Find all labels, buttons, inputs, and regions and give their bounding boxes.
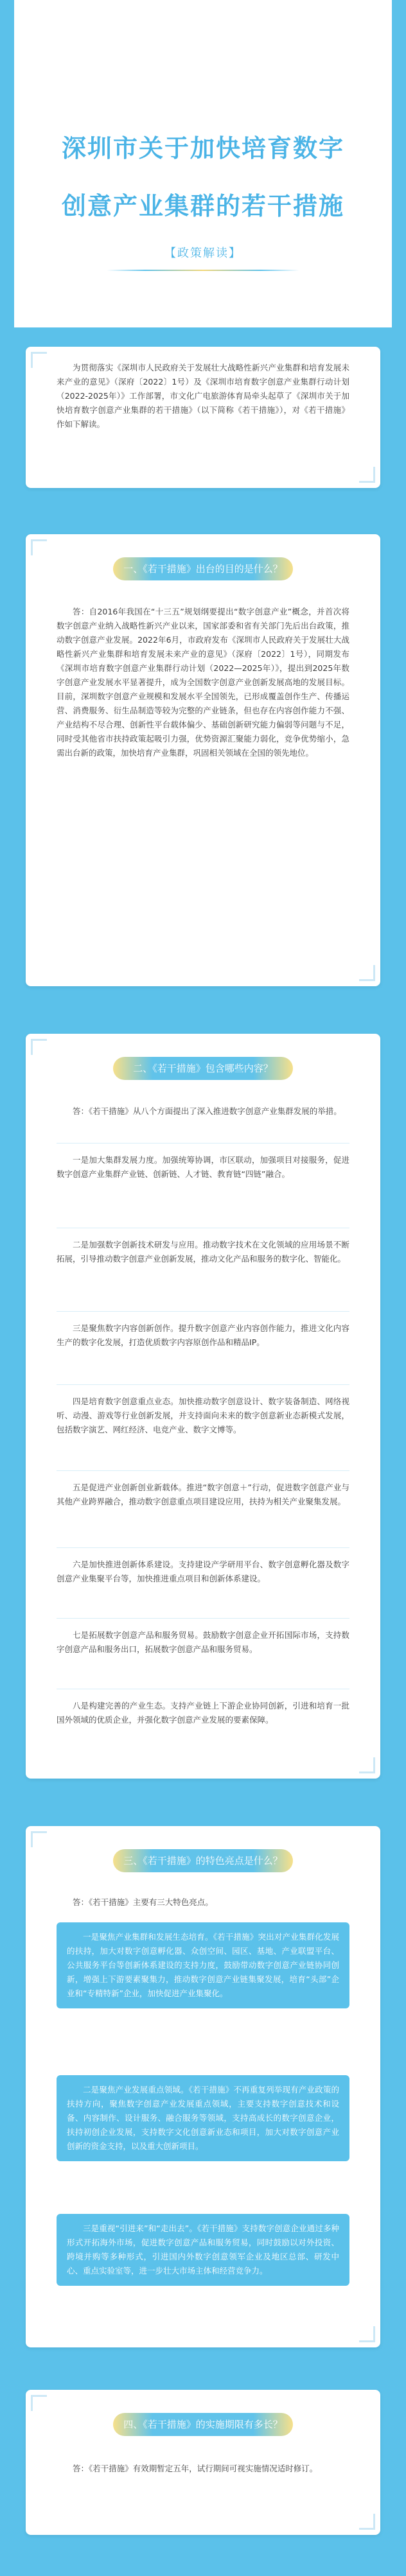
intro-card	[26, 347, 380, 488]
section-3-heading: 三、《若干措施》的特色亮点是什么？	[113, 1849, 293, 1872]
page-subtitle: 【政策解读】	[164, 247, 242, 260]
section-4-answer: 答：《若干措施》有效期暂定五年，试行期间可视实施情况适时修订。	[73, 2464, 318, 2473]
intro-text: 为贯彻落实《深圳市人民政府关于发展壮大战略性新兴产业集群和培育发展未来产业的意见》（深府〔2022〕1号）及《深圳市培育数字创意产业集群行动计划（2022-2025年）》工作部署，市文化广电旅游体育局牵头起草了《深圳市关于加快培育数字创意产业集群的若干措施》（以下简称《若干措施》），对《若干措施》作如下解读。	[57, 363, 349, 429]
section-1-card	[26, 534, 380, 986]
corner-decoration	[359, 1757, 375, 1773]
highlight-tile	[57, 2214, 349, 2286]
highlight-tile	[57, 2075, 349, 2161]
divider	[57, 1618, 349, 1619]
section-4-card	[26, 2390, 380, 2535]
corner-decoration	[359, 467, 375, 483]
section-1-answer: 答：自2016年我国在“十三五”规划纲要提出“数字创意产业”概念，并首次将数字创意产业纳入战略性新兴产业以来，国家部委和省有关部门先后出台政策，推动数字创意产业发展。2022年6月，市政府发布《深圳市人民政府关于发展壮大战略性新兴产业集群和培育发展未来产业的意见》（深府〔2022〕1号），同期发布《深圳市培育数字创意产业集群行动计划（2022—2025年）》，提出到2025年数字创意产业发展水平显著提升，成为全国数字创意产业创新发展高地的发展目标。目前，深圳数字创意产业规模和发展水平全国领先，已形成覆盖创作生产、传播运营、消费服务、衍生品制造等较为完整的产业链条，但也存在内容创作能力不强、产业结构不尽合理、创新性平台载体偏少、基础创新研究能力偏弱等问题与不足，同时受其他省市扶持政策起吸引力强，优势资源汇聚能力弱化，竞争优势缩小，急需出台新的政策，加快培育产业集群，巩固相关领域在全国的领先地位。	[57, 607, 349, 758]
section-3-answer: 答：《若干措施》主要有三大特色亮点。	[73, 1897, 213, 1907]
corner-decoration	[359, 2326, 375, 2342]
section-4-heading: 四、《若干措施》的实施期限有多长？	[113, 2413, 293, 2436]
measure-item: 五是促进产业创新创业新载体。推进“数字创意＋”行动，促进数字创意产业与其他产业跨界融合，推动数字创意重点项目建设应用，扶持为相关产业聚集发展。	[57, 1483, 349, 1506]
corner-decoration	[31, 352, 47, 368]
divider	[57, 1143, 349, 1144]
page-title-line-2: 创意产业集群的若干措施	[61, 192, 344, 220]
corner-decoration	[31, 1831, 47, 1847]
divider	[57, 1311, 349, 1312]
measure-item: 一是加大集群发展力度。加强统筹协调，市区联动，加强项目对接服务，促进数字创意产业集群产业链、创新链、人才链、教育链“四链”融合。	[57, 1155, 349, 1179]
corner-decoration	[359, 965, 375, 981]
section-1-heading: 一、《若干措施》出台的目的是什么？	[113, 557, 293, 580]
measure-item: 七是拓展数字创意产品和服务贸易。鼓励数字创意企业开拓国际市场，支持数字创意产品和服务出口，拓展数字创意产品和服务贸易。	[57, 1630, 349, 1654]
divider	[57, 1384, 349, 1385]
title-divider	[107, 270, 299, 271]
section-2-heading: 二、《若干措施》包含哪些内容？	[113, 1057, 293, 1080]
measure-item: 三是聚焦数字内容创新创作。提升数字创意产业内容创作能力，推进文化内容生产的数字化发展，打造优质数字内容原创作品和精品IP。	[57, 1323, 349, 1347]
section-2-card	[26, 1034, 380, 1779]
corner-decoration	[31, 2395, 47, 2411]
page-title-line-1: 深圳市关于加快培育数字	[61, 134, 344, 162]
highlight-text: 二是聚焦产业发展重点领域。《若干措施》不再重复列举现有产业政策的扶持方向，聚焦数字创意产业发展重点领域，主要支持数字创意技术和设备、内容制作、设计服务、融合服务等领域，支持高成长的数字创意企业，扶持初创企业发展，支持数字文化创意新业态和项目，加大对数字创意产业创新的资金支持，以及重大创新项目。	[67, 2085, 339, 2151]
highlight-text: 三是重视“引进来”和“走出去”。《若干措施》支持数字创意企业通过多种形式开拓海外市场，促进数字创意产品和服务贸易，同时鼓励以对外投资、跨境并购等多种形式，引进国内外数字创意领军企业及地区总部、研发中心、重点实验室等，进一步壮大市场主体和经营竞争力。	[67, 2224, 339, 2276]
highlight-text: 一是聚焦产业集群和发展生态培育。《若干措施》突出对产业集群化发展的扶持，加大对数字创意孵化器、众创空间、园区、基地、产业联盟平台、公共服务平台等创新体系建设的支持力度，鼓励带动数字创意产业链协同创新，增强上下游要素聚集力，推动数字创意产业链集聚发展，培育“头部”企业和“专精特新”企业，加快促进产业集聚化。	[67, 1932, 339, 1998]
title-block	[14, 0, 392, 327]
highlight-tile	[57, 1922, 349, 2008]
section-3-card	[26, 1826, 380, 2347]
corner-decoration	[359, 2514, 375, 2530]
corner-decoration	[31, 1039, 47, 1055]
corner-decoration	[31, 539, 47, 555]
measure-item: 四是培育数字创意重点业态。加快推动数字创意设计、数字装备制造、网络视听、动漫、游戏等行业创新发展，并支持面向未来的数字创意新业态新模式发展，包括数字演艺、网红经济、电竞产业、数字文博等。	[57, 1397, 349, 1434]
measure-item: 八是构建完善的产业生态。支持产业链上下游企业协同创新，引进和培育一批国外领域的优质企业，并强化数字创意产业发展的要素保障。	[57, 1701, 349, 1725]
section-2-answer: 答：《若干措施》从八个方面提出了深入推进数字创意产业集群发展的举措。	[73, 1106, 342, 1116]
footer-strip	[0, 2546, 406, 2576]
divider	[57, 1470, 349, 1471]
measure-item: 二是加强数字创新技术研发与应用。推动数字技术在文化领域的应用场景不断拓展，引导推动数字创意产业创新发展，推动文化产品和服务的数字化、智能化。	[57, 1240, 349, 1264]
measure-item: 六是加快推进创新体系建设。支持建设产学研用平台、数字创意孵化器及数字创意产业集聚平台等，加快推进重点项目和创新体系建设。	[57, 1560, 349, 1583]
divider	[57, 1547, 349, 1548]
